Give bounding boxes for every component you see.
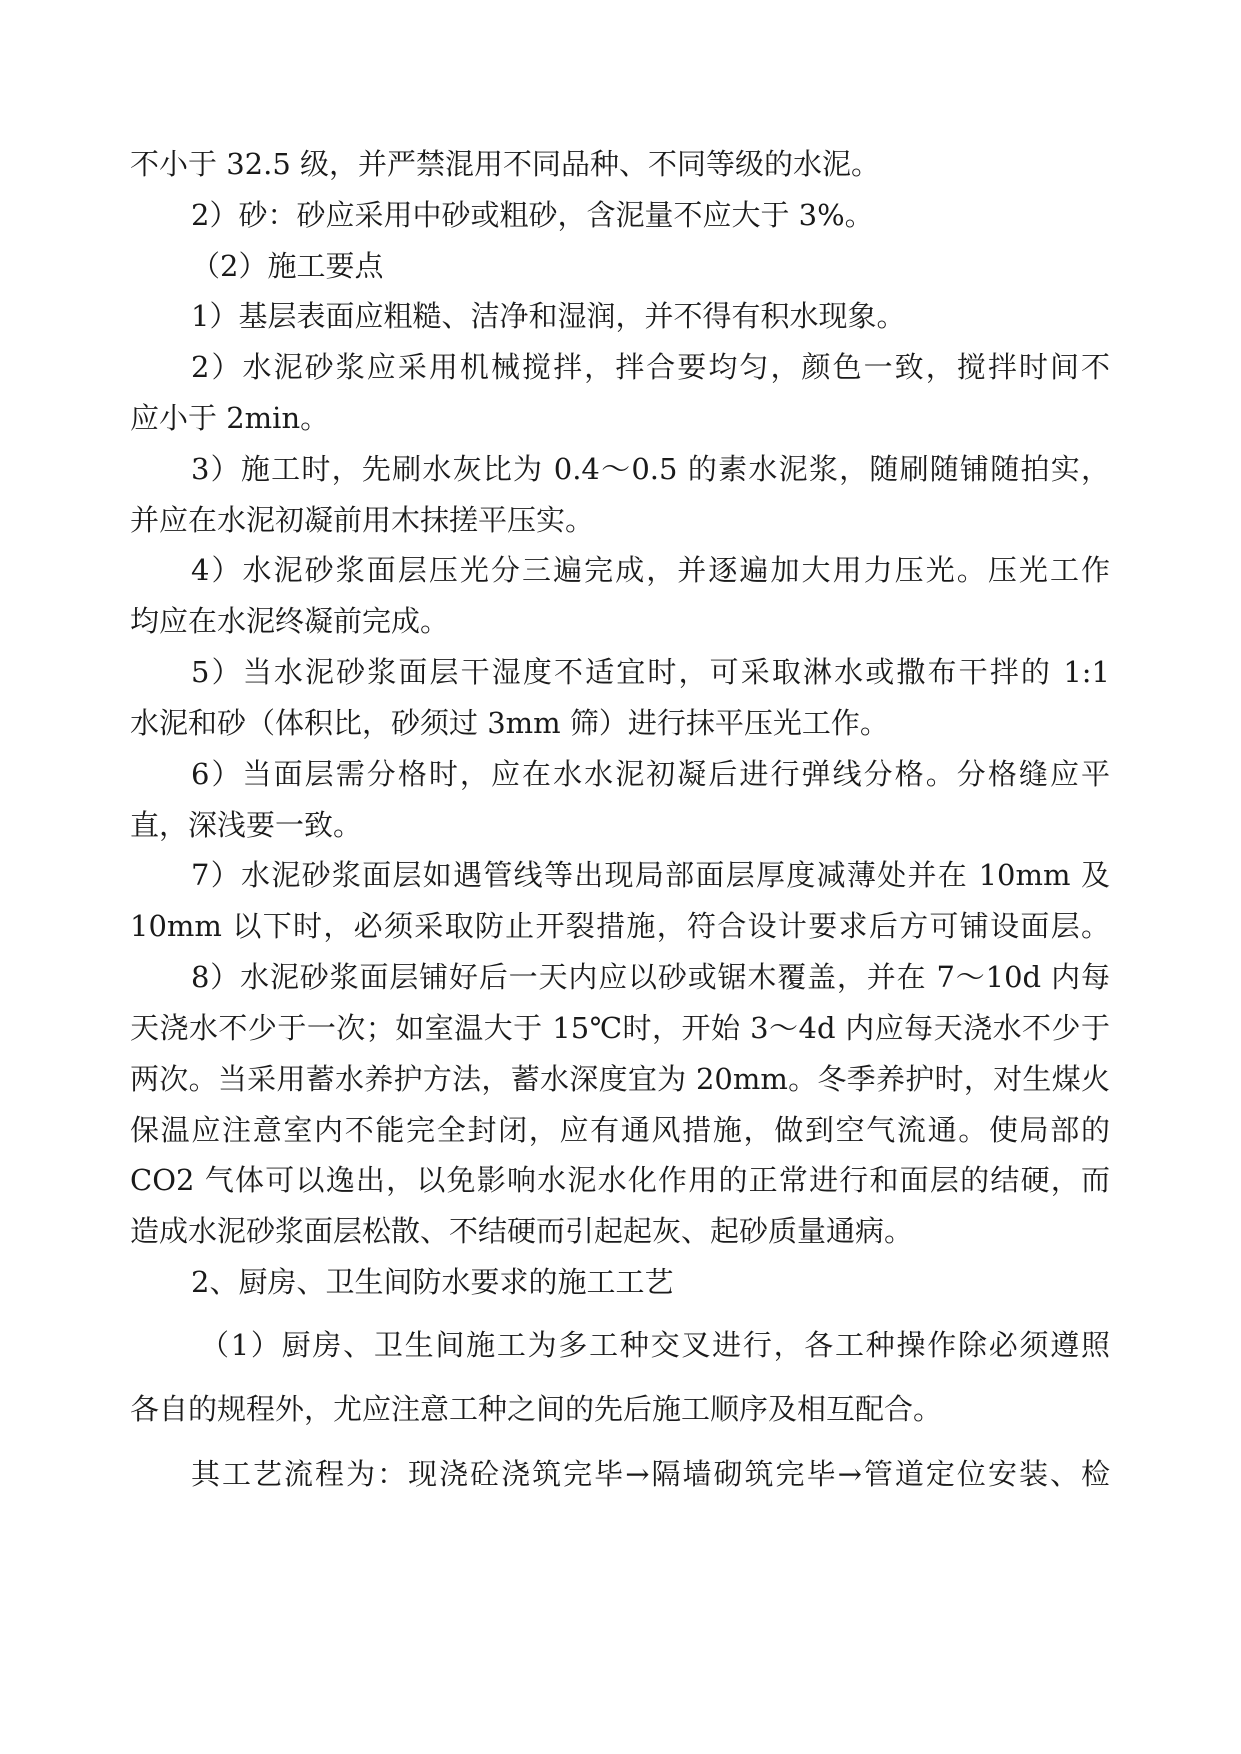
text-line: 水泥和砂（体积比，砂须过 3mm 筛）进行抹平压光工作。 (130, 706, 889, 740)
text-line: 3）施工时，先刷水灰比为 0.4～0.5 的素水泥浆，随刷随铺随拍实， (191, 452, 1110, 486)
text-line: 造成水泥砂浆面层松散、不结硬而引起起灰、起砂质量通病。 (130, 1214, 914, 1248)
text-line: 两次。当采用蓄水养护方法，蓄水深度宜为 20mm。冬季养护时，对生煤火 (130, 1062, 1110, 1096)
text-line: CO2 气体可以逸出，以免影响水泥水化作用的正常进行和面层的结硬，而 (130, 1163, 1110, 1197)
text-line: 其工艺流程为：现浇砼浇筑完毕→隔墙砌筑完毕→管道定位安装、检 (191, 1457, 1110, 1491)
text-line: 8）水泥砂浆面层铺好后一天内应以砂或锯木覆盖，并在 7～10d 内每 (191, 960, 1110, 994)
text-line: 均应在水泥终凝前完成。 (130, 604, 450, 638)
text-line: 保温应注意室内不能完全封闭，应有通风措施，做到空气流通。使局部的 (130, 1113, 1110, 1147)
text-line: 10mm 以下时，必须采取防止开裂措施，符合设计要求后方可铺设面层。 (130, 909, 1110, 943)
text-line: 并应在水泥初凝前用木抹搓平压实。 (130, 503, 595, 537)
section-heading: 2、厨房、卫生间防水要求的施工工艺 (191, 1265, 674, 1299)
text-line: 应小于 2min。 (130, 401, 330, 435)
section-heading: （2）施工要点 (191, 249, 384, 283)
text-line: 7）水泥砂浆面层如遇管线等出现局部面层厚度减薄处并在 10mm 及 (191, 858, 1110, 892)
text-line: 1）基层表面应粗糙、洁净和湿润，并不得有积水现象。 (191, 299, 906, 333)
text-line: 直，深浅要一致。 (130, 808, 363, 842)
text-line: 各自的规程外，尤应注意工种之间的先后施工顺序及相互配合。 (130, 1392, 943, 1426)
text-line: 2）砂：砂应采用中砂或粗砂，含泥量不应大于 3%。 (191, 198, 874, 232)
text-line: 5）当水泥砂浆面层干湿度不适宜时，可采取淋水或撒布干拌的 1:1 (191, 655, 1110, 689)
text-line: 4）水泥砂浆面层压光分三遍完成，并逐遍加大用力压光。压光工作 (191, 553, 1110, 587)
text-line: 不小于 32.5 级，并严禁混用不同品种、不同等级的水泥。 (130, 147, 881, 181)
text-line: （1）厨房、卫生间施工为多工种交叉进行，各工种操作除必须遵照 (200, 1328, 1110, 1362)
text-line: 2）水泥砂浆应采用机械搅拌，拌合要均匀，颜色一致，搅拌时间不 (191, 350, 1110, 384)
text-line: 6）当面层需分格时，应在水水泥初凝后进行弹线分格。分格缝应平 (191, 757, 1110, 791)
text-line: 天浇水不少于一次；如室温大于 15℃时，开始 3～4d 内应每天浇水不少于 (130, 1011, 1110, 1045)
